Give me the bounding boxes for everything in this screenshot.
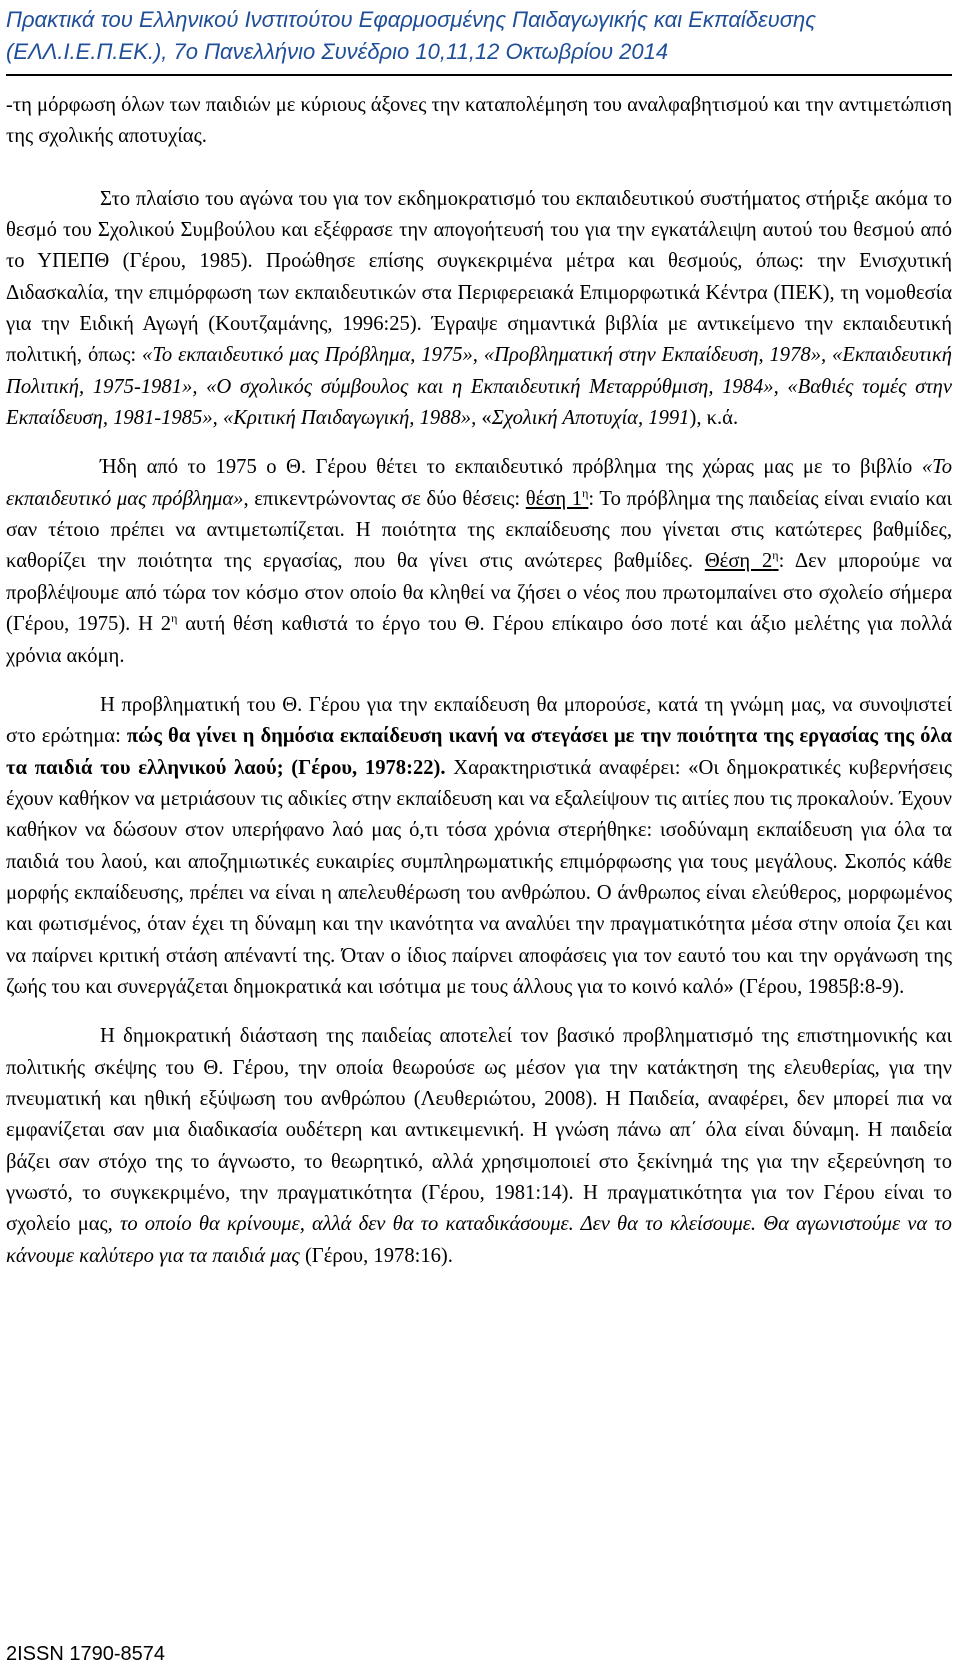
- paragraph-3: Ήδη από το 1975 ο Θ. Γέρου θέτει το εκπαιδευτικό πρόβλημα της χώρας μας με το βιβλίο «Το εκπαιδευτικό μας πρόβλημα», επικεντρώνοντας σε δύο θέσεις: θέση $1^\eta$: Το πρόβλημα της παιδείας είναι ενιαίο και σαν τέτοιο πρέπει να αντιμετωπίζεται. Η ποιότητα της εκπαίδευσης που γίνεται στις κατώτερες βαθμίδες, καθορίζει την ποιότητα της εργασίας, που θα γίνει στις ανώτερες βαθμίδες. Θέση $2^\eta$: Δεν μπορούμε να προβλέψουμε από τώρα τον κόσμο στον οποίο θα κληθεί να ζήσει ο νέος που πρωτομπαίνει στο σχολείο σήμερα (Γέρου, 1975). Η $2^\eta$ αυτή θέση καθιστά το έργο του Θ. Γέρου επίκαιρο όσο ποτέ και άξιο μελέτης για πολλά χρόνια ακόμη.: [6, 456, 952, 667]
- header-rule: [6, 74, 952, 76]
- header-line-1: Πρακτικά του Ελληνικού Ινστιτούτου Εφαρμοσμένης Παιδαγωγικής και Εκπαίδευσης: [6, 7, 816, 32]
- paragraph-2: Στο πλαίσιο του αγώνα του για τον εκδημοκρατισμό του εκπαιδευτικού συστήματος στήριξε ακόμα το θεσμό του Σχολικού Συμβούλου και εξέφρασε την απογοήτευσή του για την εγκατάλειψη αυτού του θεσμού από το ΥΠΕΠΘ (Γέρου, 1985). Προώθησε επίσης συγκεκριμένα μέτρα και θεσμούς, όπως: την Ενισχυτική Διδασκαλία, την επιμόρφωση των εκπαιδευτικών στα Περιφερειακά Επιμορφωτικά Κέντρα (ΠΕΚ), τη νομοθεσία για την Ειδική Αγωγή (Κουτζαμάνης, 1996:25). Έγραψε σημαντικά βιβλία με αντικείμενο την εκπαιδευτική πολιτική, όπως: «Το εκπαιδευτικό μας Πρόβλημα, 1975», «Προβληματική στην Εκπαίδευση, 1978», «Εκπαιδευτική Πολιτική, 1975-1981», «Ο σχολικός σύμβουλος και η Εκπαιδευτική Μεταρρύθμιση, 1984», «Βαθιές τομές στην Εκπαίδευση, 1981-1985», «Κριτική Παιδαγωγική, 1988», «Σχολική Αποτυχία, 1991), κ.ά.: [6, 187, 952, 430]
- key-question: πώς θα γίνει η δημόσια εκπαίδευση ικανή να στεγάσει με την ποιότητα της εργασίας της όλα τα παιδιά του ελληνικού λαού; (Γέρου, 1978:22).: [6, 725, 952, 779]
- thesis-1-label: θέση $1^\eta$: [525, 485, 589, 510]
- paragraph-1: -τη μόρφωση όλων των παιδιών με κύριους άξονες την καταπολέμηση του αναλφαβητισμού και την αντιμετώπιση της σχολικής αποτυχίας.: [6, 94, 952, 148]
- paragraph-4: Η προβληματική του Θ. Γέρου για την εκπαίδευση θα μπορούσε, κατά τη γνώμη μας, να συνοψιστεί στο ερώτημα: πώς θα γίνει η δημόσια εκπαίδευση ικανή να στεγάσει με την ποιότητα της εργασίας της όλα τα παιδιά του ελληνικού λαού; (Γέρου, 1978:22). Χαρακτηριστικά αναφέρει: «Οι δημοκρατικές κυβερνήσεις έχουν καθήκον να μετριάσουν τις αδικίες στην εκπαίδευση και να εξαλείψουν τις αιτίες που τις προκαλούν. Έχουν καθήκον να δώσουν στον υπερήφανο λαό μας ό,τι τόσα χρόνια στερήθηκε: ισοδύναμη εκπαίδευση για όλα τα παιδιά του λαού, και αποζημιωτικές ευκαιρίες συμπληρωματικής επιμόρφωσης για τους μεγάλους. Σκοπός κάθε μορφής εκπαίδευσης, πρέπει να είναι η απελευθέρωση του ανθρώπου. Ο άνθρωπος είναι ελεύθερος, μορφωμένος και φωτισμένος, όταν έχει τη δύναμη και την ικανότητα να αναλύει την πραγματικότητα μέσα στην οποία ζει και να παίρνει κριτική στάση απέναντί της. Όταν ο ίδιος παίρνει αποφάσεις για τον εαυτό του και την οργάνωση της ζωής του και συνεργάζεται δημοκρατικά και ισότιμα με τους άλλους για το κοινό καλό» (Γέρου, 1985β:8-9).: [6, 693, 953, 998]
- page-header: [6, 4, 946, 68]
- page-footer: 2ISSN 1790-8574: [6, 1643, 166, 1665]
- thesis-2-label: Θέση $2^\eta$: [704, 548, 779, 573]
- document-body: [6, 90, 952, 1272]
- header-line-2: (ΕΛΛ.Ι.Ε.Π.ΕΚ.), 7ο Πανελλήνιο Συνέδριο 10,11,12 Οκτωβρίου 2014: [6, 39, 669, 64]
- paragraph-5: Η δημοκρατική διάσταση της παιδείας αποτελεί τον βασικό προβληματισμό της επιστημονικής και πολιτικής σκέψης του Θ. Γέρου, την οποία θεωρούσε ως μέσον για την κατάκτηση της ελευθερίας, για την πνευματική και ηθική εξύψωση του ανθρώπου (Λευθεριώτου, 2008). Η Παιδεία, αναφέρει, δεν μπορεί πια να εμφανίζεται σαν μια διαδικασία ουδέτερη και αντικειμενική. Η γνώση πάνω απ΄ όλα είναι δύναμη. Η παιδεία βάζει σαν στόχο της το άγνωστο, το θεωρητικό, αλλά χρησιμοποιεί στο ξεκίνημά της για την εξερεύνηση το γνωστό, το συγκεκριμένο, την πραγματικότητα (Γέρου, 1981:14). Η πραγματικότητα για τον Γέρου είναι το σχολείο μας, το οποίο θα κρίνουμε, αλλά δεν θα το καταδικάσουμε. Δεν θα το κλείσουμε. Θα αγωνιστούμε να το κάνουμε καλύτερο για τα παιδιά μας (Γέρου, 1978:16).: [6, 1025, 952, 1267]
